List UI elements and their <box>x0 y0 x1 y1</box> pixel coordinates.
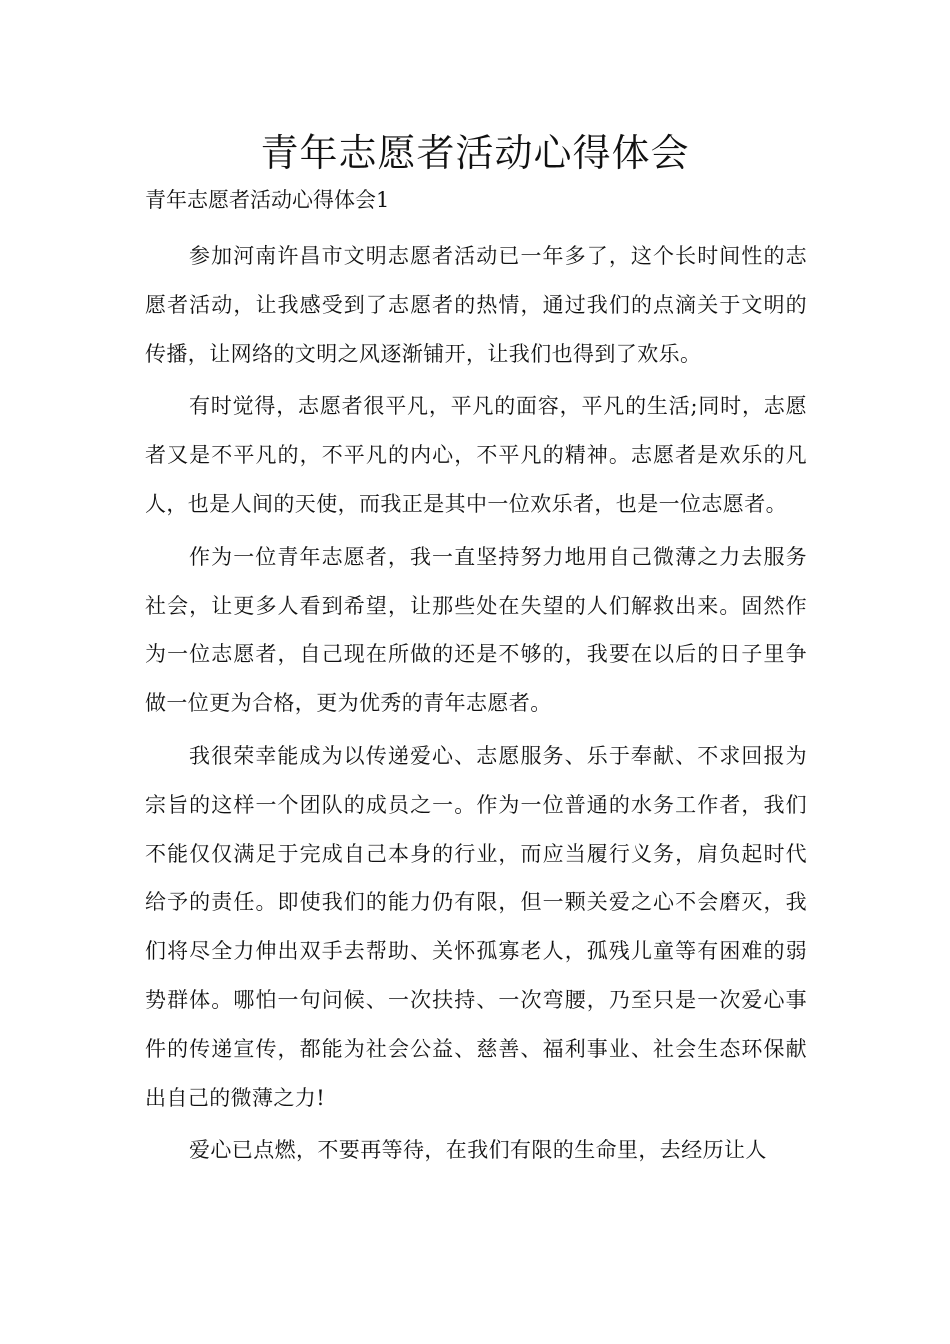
document-title: 青年志愿者活动心得体会 <box>260 131 690 175</box>
paragraph-3: 作为一位青年志愿者，我一直坚持努力地用自己微薄之力去服务社会，让更多人看到希望，让那些处在失望的人们解救出来。固然作为一位志愿者，自己现在所做的还是不够的，我要在以后的日子里争做一位更为合格，更为优秀的青年志愿者。 <box>145 544 807 716</box>
paragraph-1: 参加河南许昌市文明志愿者活动已一年多了，这个长时间性的志愿者活动，让我感受到了志愿者的热情，通过我们的点滴关于文明的传播，让网络的文明之风逐渐铺开，让我们也得到了欢乐。 <box>145 244 807 366</box>
section-heading: 青年志愿者活动心得体会1 <box>145 188 390 212</box>
paragraph-4: 我很荣幸能成为以传递爱心、志愿服务、乐于奉献、不求回报为宗旨的这样一个团队的成员之一。作为一位普通的水务工作者，我们不能仅仅满足于完成自己本身的行业，而应当履行义务，肩负起时代给予的责任。即使我们的能力仍有限，但一颗关爱之心不会磨灭，我们将尽全力伸出双手去帮助、关怀孤寡老人，孤残儿童等有困难的弱势群体。哪怕一句问候、一次扶持、一次弯腰，乃至只是一次爱心事件的传递宣传，都能为社会公益、慈善、福利事业、社会生态环保献出自己的微薄之力! <box>145 743 807 1110</box>
paragraph-5: 爱心已点燃，不要再等待，在我们有限的生命里，去经历让人 <box>189 1138 767 1163</box>
document-body <box>145 232 807 1179</box>
paragraph-2: 有时觉得，志愿者很平凡，平凡的面容，平凡的生活;同时，志愿者又是不平凡的，不平凡的内心，不平凡的精神。志愿者是欢乐的凡人，也是人间的天使，而我正是其中一位欢乐者，也是一位志愿者。 <box>145 394 807 516</box>
